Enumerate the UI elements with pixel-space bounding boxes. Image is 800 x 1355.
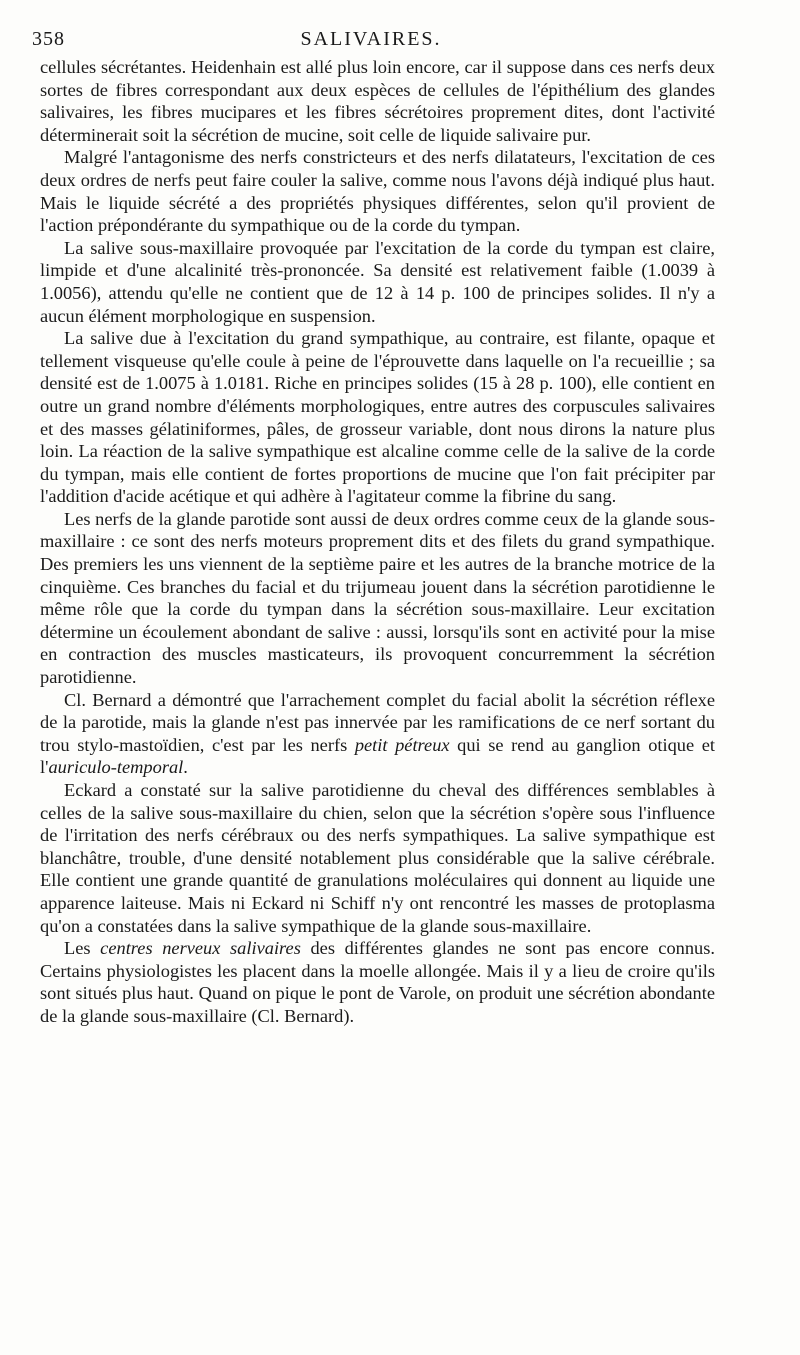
page-number: 358 [32,28,65,50]
paragraph-3: La salive sous-maxillaire provoquée par l'excitation de la corde du tympan est claire, limpide et d'une alcalinité très-prononcée. Sa densité est relativement faible (1.0039 à 1.0056), attendu qu'elle ne contient que de 12 à 14 p. 100 de principes solides. Il n'y a aucun élément morphologique en suspension. [40,237,715,326]
paragraph-6-text-after: . [183,757,188,778]
paragraph-1: cellules sécrétantes. Heidenhain est allé plus loin encore, car il suppose dans ces nerfs deux sortes de fibres correspondant aux deux espèces de cellules de l'épithélium des glandes salivaires, les fibres mucipares et les fibres sécrétoires proprement dites, dont l'activité déterminerait soit la sécrétion de mucine, soit celle de liquide salivaire pur. [40,57,715,145]
italic-term-auriculo-temporal: auriculo-temporal [48,757,184,778]
paragraph-6-text-before: Cl. Bernard a démontré que l'arrachement complet du facial abolit la sécrétion réflexe de la parotide, mais la glande n'est pas innervée par les ramifications de ce nerf sortant du trou stylo-mastoïdien, c'est par les nerfs [40,689,715,755]
paragraph-8-text-before: Les [64,938,101,959]
paragraph-6-text-middle: qui se rend au ganglion otique et l' [40,734,716,778]
paragraph-8-text-after: des différentes glandes ne sont pas encore connus. Certains physiologistes les placent dans la moelle allongée. Mais il y a lieu de croire qu'ils sont situés plus haut. Quand on pique le pont de Varole, on produit une sécrétion abondante de la glande sous-maxillaire (Cl. Bernard). [40,938,715,1026]
paragraph-4: La salive due à l'excitation du grand sympathique, au contraire, est filante, opaque et tellement visqueuse qu'elle coule à peine de l'éprouvette dans laquelle on l'a recueillie ; sa densité est de 1.0075 à 1.0181. Riche en principes solides (15 à 28 p. 100), elle contient en outre un grand nombre d'éléments morphologiques, entre autres des corpuscules salivaires et des masses gélatiniformes, pâles, de grosseur variable, dont nous dirons la nature plus loin. La réaction de la salive sympathique est alcaline comme celle de la salive de la corde du tympan, mais elle contient de fortes proportions de mucine que l'on fait précipiter par l'addition d'acide acétique et qui adhère à l'agitateur comme la fibrine du sang. [40,328,715,507]
paragraph-8 [40,937,715,1027]
paragraph-7: Eckard a constaté sur la salive parotidienne du cheval des différences semblables à celles de la salive sous-maxillaire du chien, selon que la sécrétion s'opère sous l'influence de l'irritation des nerfs cérébraux ou des nerfs sympathiques. La salive sympathique est blanchâtre, trouble, d'une densité notablement plus considérable que la salive cérébrale. Elle contient une grande quantité de granulations moléculaires qui donnent au liquide une apparence laiteuse. Mais ni Eckard ni Schiff n'y ont rencontré les masses de protoplasma qu'on a constatées dans la salive sympathique de la glande sous-maxillaire. [40,780,715,936]
page-header [32,28,710,54]
italic-term-petit-petreux: petit pétreux [354,734,450,755]
paragraph-6 [40,689,715,779]
body-text [40,56,715,1028]
paragraph-5: Les nerfs de la glande parotide sont aussi de deux ordres comme ceux de la glande sous-maxillaire : ce sont des nerfs moteurs proprement dits et des filets du grand sympathique. Des premiers les uns viennent de la septième paire et les autres de la branche motrice de la cinquième. Ces branches du facial et du trijumeau jouent dans la sécrétion parotidienne le même rôle que la corde du tympan dans la sécrétion sous-maxillaire. Leur excitation détermine un écoulement abondant de salive : aussi, lorsqu'ils sont en activité pour la mise en contraction des muscles masticateurs, ils provoquent concurremment la sécrétion parotidienne. [40,508,715,688]
italic-term-centres-nerveux: centres nerveux salivaires [100,938,301,959]
running-head: SALIVAIRES. [300,28,442,50]
paragraph-2: Malgré l'antagonisme des nerfs constricteurs et des nerfs dilatateurs, l'excitation de ces deux ordres de nerfs peut faire couler la salive, comme nous l'avons déjà indiqué plus haut. Mais le liquide sécrété a des propriétés physiques différentes, selon qu'il provient de l'action prépondérante du sympathique ou de la corde du tympan. [40,147,715,236]
